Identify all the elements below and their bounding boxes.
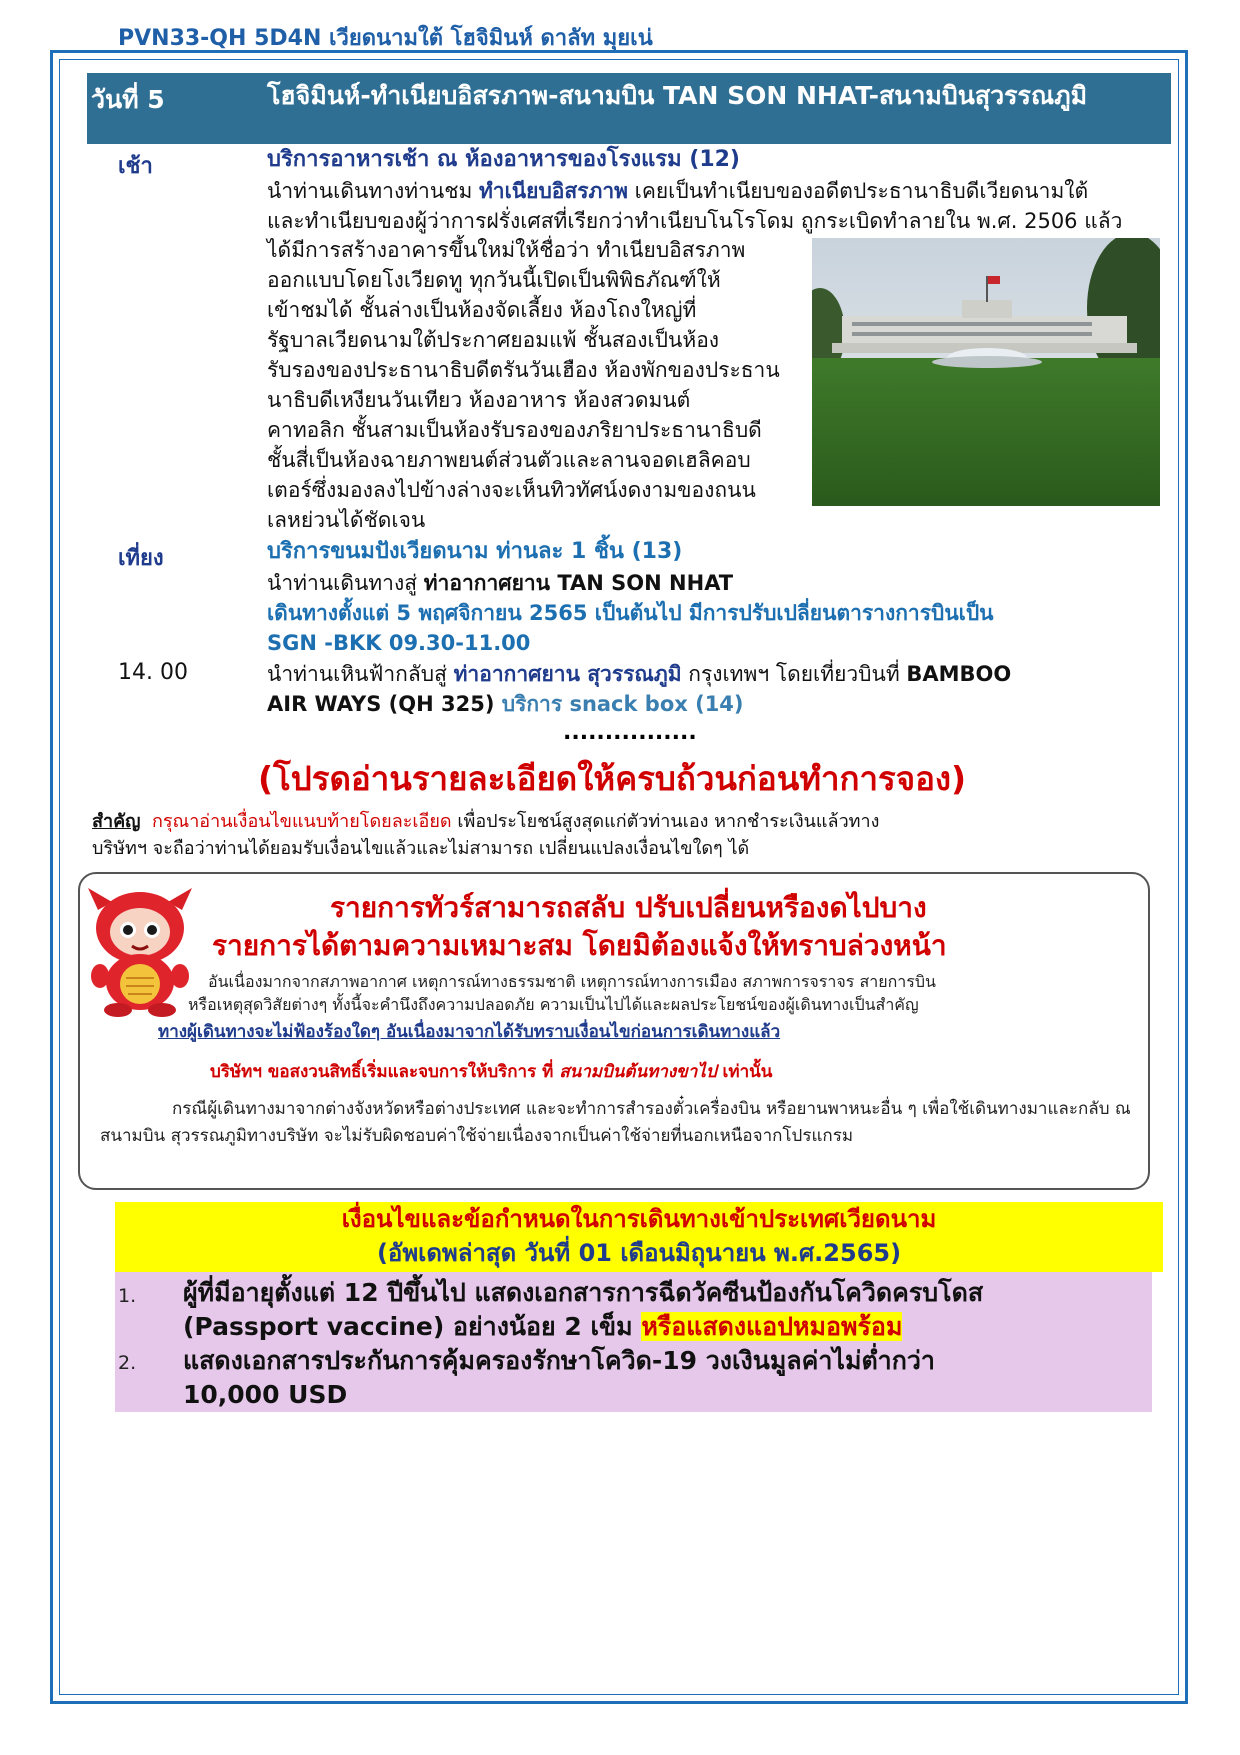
condition-number-2: 2.	[118, 1352, 137, 1374]
disclaimer-reason-1: อันเนื่องมากจากสภาพอากาศ เหตุการณ์ทางธรรมชาติ เหตุการณ์ทางการเมือง สภาพการจราจร สายการบิน	[208, 972, 936, 991]
flight-line-1: นำท่านเหินฟ้ากลับสู่ ท่าอากาศยาน สุวรรณภูมิ กรุงเทพฯ โดยเที่ยวบินที่ BAMBOO	[267, 662, 1012, 686]
condition-2-line-2: 10,000 USD	[183, 1380, 348, 1409]
condition-1-line-1: ผู้ที่มีอายุตั้งแต่ 12 ปีขึ้นไป แสดงเอกสารการฉีดวัคซีนป้องกันโควิดครบโดส	[183, 1278, 984, 1307]
condition-1-line-2: (Passport vaccine) อย่างน้อย 2 เข็ม หรือแสดงแอปหมอพร้อม	[183, 1312, 903, 1341]
important-note: สำคัญ กรุณาอ่านเงื่อนไขแนบท้ายโดยละเอียด เพื่อประโยชน์สูงสุดแก่ตัวท่านเอง หากชำระเงินแล้วทาง บริษัทฯ จะถือว่าท่านได้ยอมรับเงื่อนไขแล้วและไม่สามารถ เปลี่ยนแปลงเงื่อนไขใดๆ ได้	[92, 811, 880, 859]
noon-label: เที่ยง	[118, 546, 164, 571]
disclaimer-title-1: รายการทัวร์สามารถสลับ ปรับเปลี่ยนหรืองดไปบาง	[330, 891, 927, 924]
noon-airport-line: นำท่านเดินทางสู่ ท่าอากาศยาน TAN SON NHAT	[267, 571, 734, 595]
condition-number-1: 1.	[118, 1285, 137, 1307]
condition-2-line-1: แสดงเอกสารประกันการคุ้มครองรักษาโควิด-19 วงเงินมูลค่าไม่ต่ำกว่า	[183, 1346, 935, 1375]
vietnam-entry-conditions-list	[115, 1272, 1152, 1412]
document-header-title: PVN33-QH 5D4N เวียดนามใต้ โฮจิมินห์ ดาลัท มุยเน่	[118, 26, 653, 51]
day-number: วันที่ 5	[91, 85, 165, 114]
schedule-change-time: SGN -BKK 09.30-11.00	[267, 631, 531, 655]
disclaimer-reason-2: หรือเหตุสุดวิสัยต่างๆ ทั้งนี้จะคำนึงถึงความปลอดภัย ความเป็นไปได้และผลประโยชน์ของผู้เดินทางเป็นสำคัญ	[188, 995, 919, 1014]
breakfast-line: บริการอาหารเช้า ณ ห้องอาหารของโรงแรม (12)	[267, 147, 740, 172]
flight-line-2: AIR WAYS (QH 325) บริการ snack box (14)	[267, 692, 744, 716]
dragon-mascot-icon	[80, 880, 200, 1020]
day-title: โฮจิมินห์-ทำเนียบอิสรภาพ-สนามบิน TAN SON NHAT-สนามบินสุวรรณภูมิ	[267, 81, 1088, 110]
disclaimer-title-2: รายการได้ตามความเหมาะสม โดยมิต้องแจ้งให้ทราบล่วงหน้า	[212, 929, 947, 962]
schedule-change-notice: เดินทางตั้งแต่ 5 พฤศจิกายน 2565 เป็นต้นไป มีการปรับเปลี่ยนตารางการบินเป็น	[267, 601, 994, 625]
disclaimer-no-claim: ทางผู้เดินทางจะไม่ฟ้องร้องใดๆ อันเนื่องมาจากได้รับทราบเงื่อนไขก่อนการเดินทางแล้ว	[158, 1022, 781, 1042]
morning-label: เช้า	[118, 154, 153, 179]
independence-palace-photo	[812, 238, 1160, 506]
domestic-travel-note: กรณีผู้เดินทางมาจากต่างจังหวัดหรือต่างประเทศ และจะทำการสำรองตั๋วเครื่องบิน หรือยานพาหนะอื่น ๆ เพื่อใช้เดินทางมาและกลับ ณ สนามบิน สุวรรณภูมิทางบริษัท จะไม่รับผิดชอบค่าใช้จ่ายเนื่องจากเป็นค่าใช้จ่ายที่นอกเหนือจากโปรแกรม	[100, 1099, 1131, 1146]
day-header-bar	[87, 73, 1171, 144]
vietnam-entry-conditions-header: เงื่อนไขและข้อกำหนดในการเดินทางเข้าประเทศเวียดนาม (อัพเดพล่าสุด วันที่ 01 เดือนมิถุนายน พ.ศ.2565)	[115, 1202, 1163, 1272]
separator-dots: ................	[563, 720, 697, 745]
read-all-warning: (โปรดอ่านรายละเอียดให้ครบถ้วนก่อนทำการจอง)	[258, 759, 967, 798]
morning-intro-line-2: และทำเนียบของผู้ว่าการฝรั่งเศสที่เรียกว่าทำเนียบโนโรโดม ถูกระเบิดทำลายใน พ.ศ. 2506 แล้ว	[267, 209, 1123, 233]
palace-description: ได้มีการสร้างอาคารขึ้นใหม่ให้ชื่อว่า ทำเนียบอิสรภาพ ออกแบบโดยโงเวียดทู ทุกวันนี้เปิดเป็นพิพิธภัณฑ์ให้ เข้าชมได้ ชั้นล่างเป็นห้องจัดเลี้ยง ห้องโถงใหญ่ที่ รัฐบาลเวียดนามใต้ประกาศยอมแพ้ ชั้นสองเป็นห้อง รับรองของประธานาธิบดีตรันวันเฮือง ห้องพักของประธาน นาธิบดีเหงียนวันเทียว ห้องอาหาร ห้องสวดมนต์ คาทอลิก ชั้นสามเป็นห้องรับรองของภริยาประธานาธิบดี ชั้นสี่เป็นห้องฉายภาพยนต์ส่วนตัวและลานจอดเฮลิคอบ เตอร์ซึ่งมองลงไปข้างล่างจะเห็นทิวทัศน์งดงามของถนน เลหย่วนได้ชัดเจน	[267, 238, 780, 532]
service-reservation-note: บริษัทฯ ขอสงวนสิทธิ์เริ่มและจบการให้บริการ ที่ สนามบินต้นทางขาไป เท่านั้น	[210, 1062, 773, 1082]
morning-intro-line-1: นำท่านเดินทางท่านชม ทำเนียบอิสรภาพ เคยเป็นทำเนียบของอดีตประธานาธิบดีเวียดนามใต้	[267, 179, 1089, 203]
noon-snack-line: บริการขนมปังเวียดนาม ท่านละ 1 ชิ้น (13)	[267, 539, 683, 564]
flight-time: 14. 00	[118, 660, 188, 685]
